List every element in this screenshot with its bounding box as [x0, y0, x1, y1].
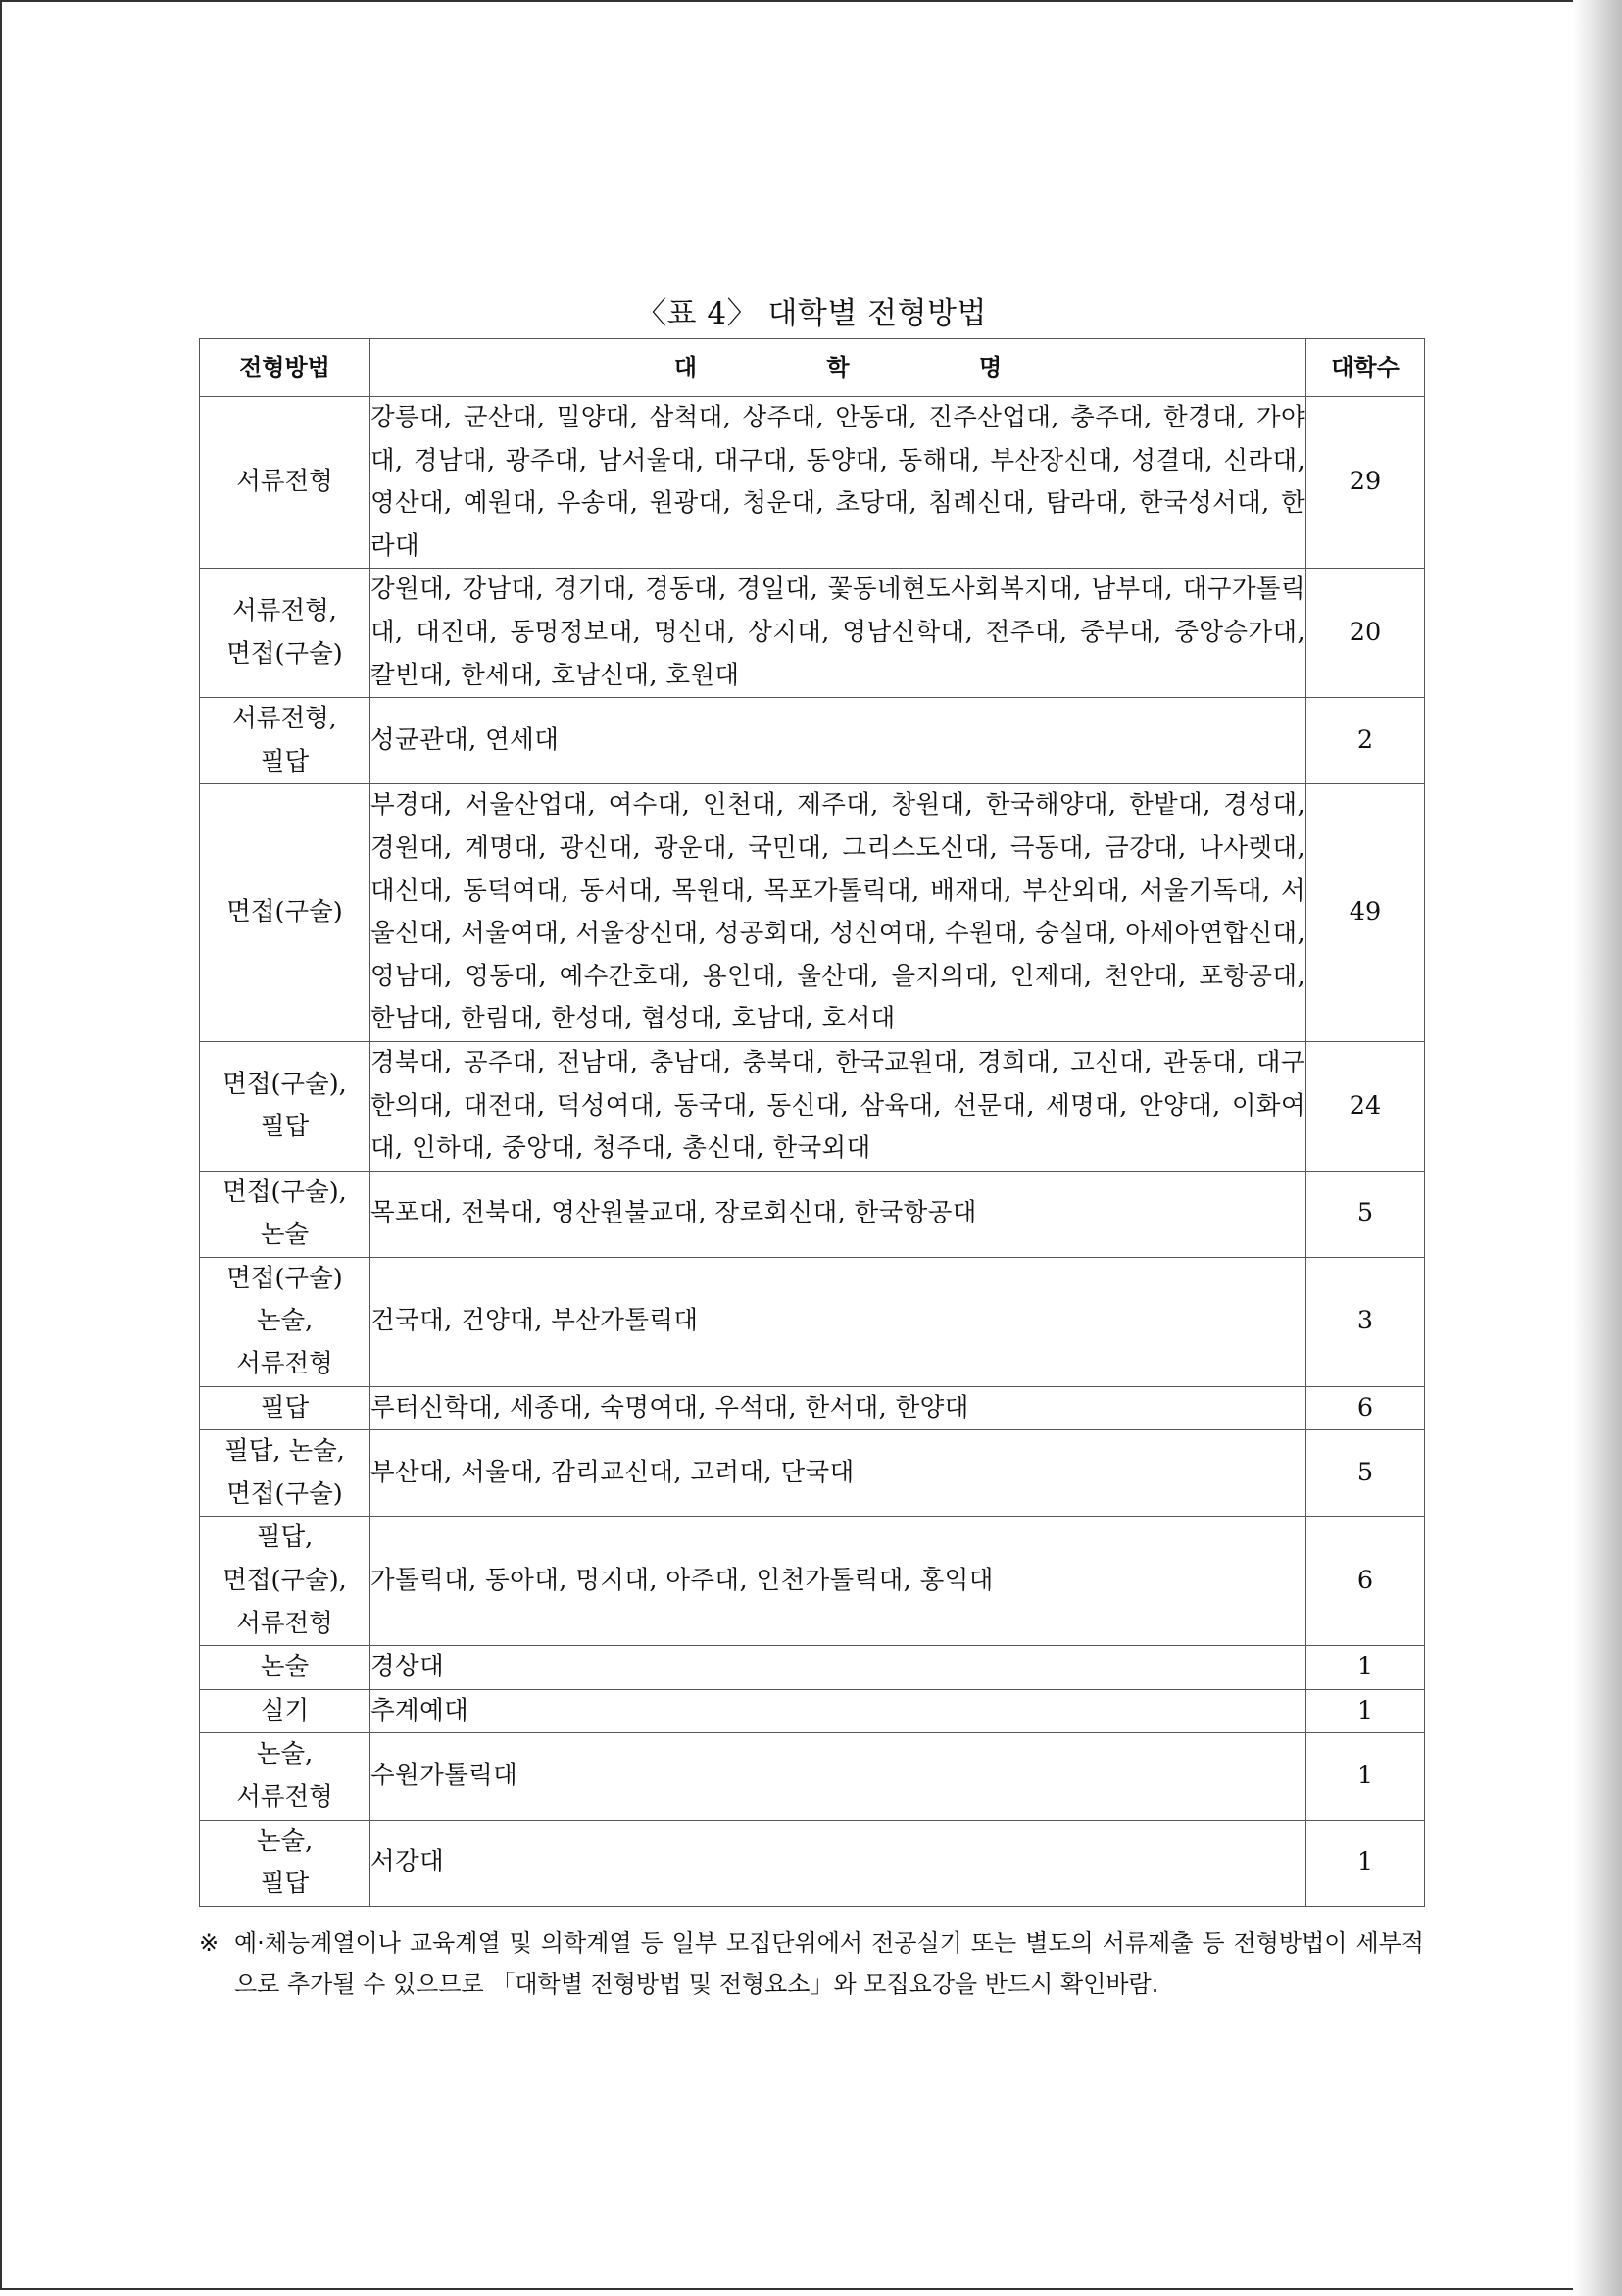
row-universities: 목포대, 전북대, 영산원불교대, 장로회신대, 한국항공대 [370, 1171, 1306, 1257]
method-line: 필답, [256, 1522, 314, 1553]
row-count: 49 [1306, 784, 1425, 1042]
method-line: 서류전형 [236, 1349, 333, 1379]
row-universities: 강원대, 강남대, 경기대, 경동대, 경일대, 꽃동네현도사회복지대, 남부대, 대구가톨릭대, 대진대, 동명정보대, 명신대, 상지대, 영남신학대, 전주대, 중부대, 중앙승가대, 칼빈대, 한세대, 호남신대, 호원대 [370, 569, 1306, 698]
footnote-mark: ※ [199, 1928, 220, 1957]
row-count: 1 [1306, 1689, 1425, 1733]
row-universities: 경북대, 공주대, 전남대, 충남대, 충북대, 한국교원대, 경희대, 고신대, 관동대, 대구한의대, 대전대, 덕성여대, 동국대, 동신대, 삼육대, 선문대, 세명대, 안양대, 이화여대, 인하대, 중앙대, 청주대, 총신대, 한국외대 [370, 1041, 1306, 1171]
header-method: 전형방법 [200, 339, 370, 397]
row-universities: 강릉대, 군산대, 밀양대, 삼척대, 상주대, 안동대, 진주산업대, 충주대, 한경대, 가야대, 경남대, 광주대, 남서울대, 대구대, 동양대, 동해대, 부산장신대, 성결대, 신라대, 영산대, 예원대, 우송대, 원광대, 청운대, 초당대, 침례신대, 탐라대, 한국성서대, 한라대 [370, 397, 1306, 569]
row-count: 6 [1306, 1517, 1425, 1646]
row-count: 20 [1306, 569, 1425, 698]
method-line: 필답 [260, 1392, 310, 1423]
row-method [200, 1646, 370, 1690]
row-method [200, 1430, 370, 1517]
header-university-name: 대 학 명 [370, 339, 1306, 397]
method-line: 논술 [260, 1220, 310, 1250]
row-count: 1 [1306, 1646, 1425, 1690]
method-line: 서류전형 [236, 1782, 333, 1812]
method-line: 서류전형 [236, 1608, 333, 1638]
table-row [200, 1257, 1425, 1386]
method-line: 면접(구술), [222, 1069, 347, 1099]
row-universities: 수원가톨릭대 [370, 1733, 1306, 1820]
row-method [200, 1733, 370, 1820]
row-method [200, 784, 370, 1042]
document-content [199, 292, 1424, 2005]
table-row [200, 1820, 1425, 1906]
row-method [200, 698, 370, 784]
method-line: 필답, 논술, [224, 1436, 345, 1467]
table-body [200, 397, 1425, 1907]
row-count: 5 [1306, 1430, 1425, 1517]
method-line: 실기 [260, 1695, 310, 1725]
method-line: 면접(구술) [226, 1263, 343, 1293]
row-method [200, 1041, 370, 1171]
table-row [200, 1646, 1425, 1690]
method-line: 면접(구술) [226, 638, 343, 669]
row-count: 2 [1306, 698, 1425, 784]
row-method [200, 397, 370, 569]
row-count: 29 [1306, 397, 1425, 569]
table-row [200, 1430, 1425, 1517]
table-row [200, 1386, 1425, 1430]
method-line: 서류전형 [236, 467, 333, 497]
row-universities: 경상대 [370, 1646, 1306, 1690]
row-universities: 부경대, 서울산업대, 여수대, 인천대, 제주대, 창원대, 한국해양대, 한밭대, 경성대, 경원대, 계명대, 광신대, 광운대, 국민대, 그리스도신대, 극동대, 금강대, 나사렛대, 대신대, 동덕여대, 동서대, 목원대, 목포가톨릭대, 배재대, 부산외대, 서울기독대, 서울신대, 서울여대, 서울장신대, 성공회대, 성신여대, 수원대, 숭실대, 아세아연합신대, 영남대, 영동대, 예수간호대, 용인대, 울산대, 을지의대, 인제대, 천안대, 포항공대, 한남대, 한림대, 한성대, 협성대, 호남대, 호서대 [370, 784, 1306, 1042]
row-count: 1 [1306, 1820, 1425, 1906]
method-line: 서류전형, [232, 704, 337, 734]
table-row [200, 1733, 1425, 1820]
method-line: 면접(구술) [226, 1478, 343, 1509]
method-line: 필답 [260, 1112, 310, 1142]
row-universities: 루터신학대, 세종대, 숙명여대, 우석대, 한서대, 한양대 [370, 1386, 1306, 1430]
row-universities: 부산대, 서울대, 감리교신대, 고려대, 단국대 [370, 1430, 1306, 1517]
row-count: 3 [1306, 1257, 1425, 1386]
row-method [200, 1517, 370, 1646]
method-line: 면접(구술), [222, 1566, 347, 1596]
row-count: 24 [1306, 1041, 1425, 1171]
method-line: 논술 [260, 1652, 310, 1682]
method-line: 논술, [256, 1306, 314, 1336]
page-edge-shadow [1573, 0, 1622, 2296]
row-method [200, 569, 370, 698]
method-line: 논술, [256, 1739, 314, 1770]
footnote-text: 예·체능계열이나 교육계열 및 의학계열 등 일부 모집단위에서 전공실기 또는 별도의 서류제출 등 전형방법이 세부적으로 추가될 수 있으므로 「대학별 전형방법 및 전형요소」와 모집요강을 반드시 확인바람. [234, 1928, 1424, 1998]
row-universities: 성균관대, 연세대 [370, 698, 1306, 784]
row-count: 6 [1306, 1386, 1425, 1430]
row-universities: 서강대 [370, 1820, 1306, 1906]
method-line: 면접(구술) [226, 897, 343, 927]
table-row [200, 569, 1425, 698]
header-count: 대학수 [1306, 339, 1425, 397]
row-universities: 가톨릭대, 동아대, 명지대, 아주대, 인천가톨릭대, 홍익대 [370, 1517, 1306, 1646]
table-row [200, 397, 1425, 569]
row-method [200, 1386, 370, 1430]
method-line: 서류전형, [232, 596, 337, 626]
row-method [200, 1689, 370, 1733]
row-method [200, 1820, 370, 1906]
method-line: 면접(구술), [222, 1176, 347, 1207]
table-row [200, 1041, 1425, 1171]
method-line: 필답 [260, 746, 310, 776]
row-universities: 건국대, 건양대, 부산가톨릭대 [370, 1257, 1306, 1386]
table-row [200, 698, 1425, 784]
table-row [200, 1171, 1425, 1257]
row-count: 1 [1306, 1733, 1425, 1820]
method-line: 필답 [260, 1869, 310, 1899]
row-method [200, 1171, 370, 1257]
footnote [199, 1922, 1424, 2005]
row-method [200, 1257, 370, 1386]
table-row [200, 1517, 1425, 1646]
table-row [200, 1689, 1425, 1733]
admission-method-table [199, 338, 1425, 1907]
method-line: 논술, [256, 1825, 314, 1856]
table-row [200, 784, 1425, 1042]
row-count: 5 [1306, 1171, 1425, 1257]
table-title: 〈표 4〉 대학별 전형방법 [636, 296, 987, 331]
table-header-row [200, 339, 1425, 397]
row-universities: 추계예대 [370, 1689, 1306, 1733]
